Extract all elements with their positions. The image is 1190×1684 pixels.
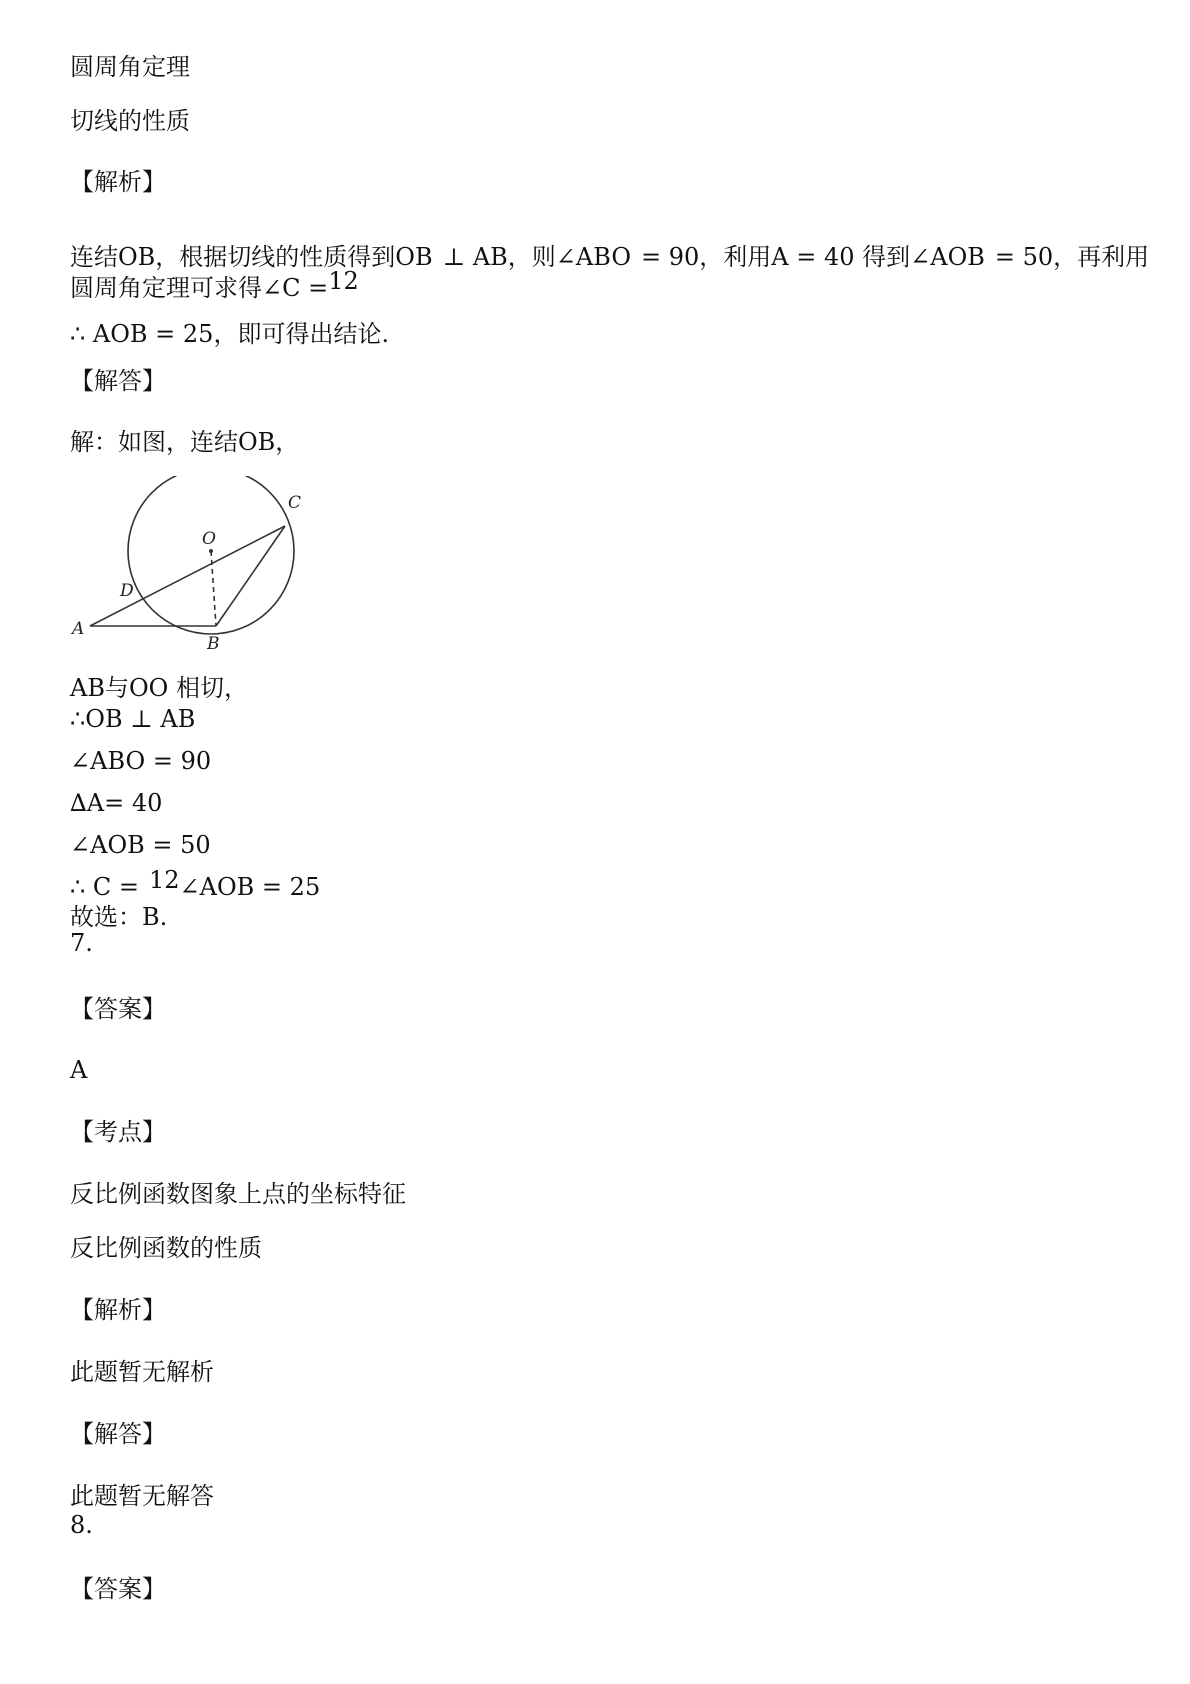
- chord-b-c: [216, 526, 285, 626]
- section-heading-analysis: 【解析】: [70, 1296, 166, 1324]
- solution-step-angle-abo: ∠ABO = 90: [70, 747, 212, 775]
- analysis-text-part: 圆周角定理可求得∠C =: [70, 274, 329, 302]
- solution-step-angle-a: ∆A= 40: [70, 789, 163, 817]
- answer-value: A: [70, 1056, 88, 1084]
- section-heading-keypoints: 【考点】: [70, 1118, 166, 1146]
- keypoint-inverse-function-property: 反比例函数的性质: [70, 1234, 262, 1262]
- solution-none: 此题暂无解答: [70, 1482, 214, 1510]
- line-a-c: [90, 526, 285, 626]
- analysis-none: 此题暂无解析: [70, 1358, 214, 1386]
- section-heading-analysis: 【解析】: [70, 168, 166, 196]
- label-b: B: [207, 634, 220, 654]
- analysis-text-line-3: ∴ AOB = 25，即可得出结论.: [70, 320, 390, 348]
- analysis-text-line-2: [70, 267, 359, 303]
- analysis-text-line-1: [70, 242, 1149, 272]
- question-number-8: 8.: [70, 1511, 93, 1539]
- analysis-text-part: = 50，再利用: [994, 243, 1150, 271]
- solution-step-part: ∴ C =: [70, 873, 139, 901]
- analysis-text-part: ⊥ AB，则∠ABO: [442, 243, 631, 271]
- section-heading-answer: 【答案】: [70, 995, 166, 1023]
- section-heading-answer: 【答案】: [70, 1575, 166, 1603]
- label-d: D: [120, 581, 134, 601]
- label-o: O: [202, 529, 216, 549]
- solution-intro: 解：如图，连结OB，: [70, 428, 300, 456]
- analysis-text-part: = 90，利用A = 40 得到∠AOB: [641, 243, 985, 271]
- keypoint-inverse-function-coordinates: 反比例函数图象上点的坐标特征: [70, 1180, 406, 1208]
- solution-step-perpendicular: ∴OB ⊥ AB: [70, 705, 196, 733]
- label-c: C: [288, 493, 302, 513]
- section-heading-answer-steps: 【解答】: [70, 367, 166, 395]
- geometry-figure: [62, 476, 312, 671]
- label-a: A: [72, 619, 85, 639]
- question-number-7: 7.: [70, 929, 93, 957]
- solution-step-angle-c: [70, 866, 321, 902]
- section-heading-answer-steps: 【解答】: [70, 1420, 166, 1448]
- center-point-o: [209, 549, 213, 553]
- analysis-text-part: 连结OB，根据切线的性质得到OB: [70, 243, 433, 271]
- solution-step-angle-aob: ∠AOB = 50: [70, 831, 211, 859]
- fraction-numerator: 12: [328, 267, 359, 295]
- solution-step-tangent: AB与OO 相切，: [70, 674, 248, 702]
- solution-choice: 故选：B.: [70, 903, 168, 931]
- solution-step-part: ∠AOB = 25: [179, 873, 321, 901]
- keypoint-tangent-property: 切线的性质: [70, 107, 190, 135]
- keypoint-inscribed-angle-theorem: 圆周角定理: [70, 53, 190, 81]
- fraction-numerator: 12: [149, 866, 180, 894]
